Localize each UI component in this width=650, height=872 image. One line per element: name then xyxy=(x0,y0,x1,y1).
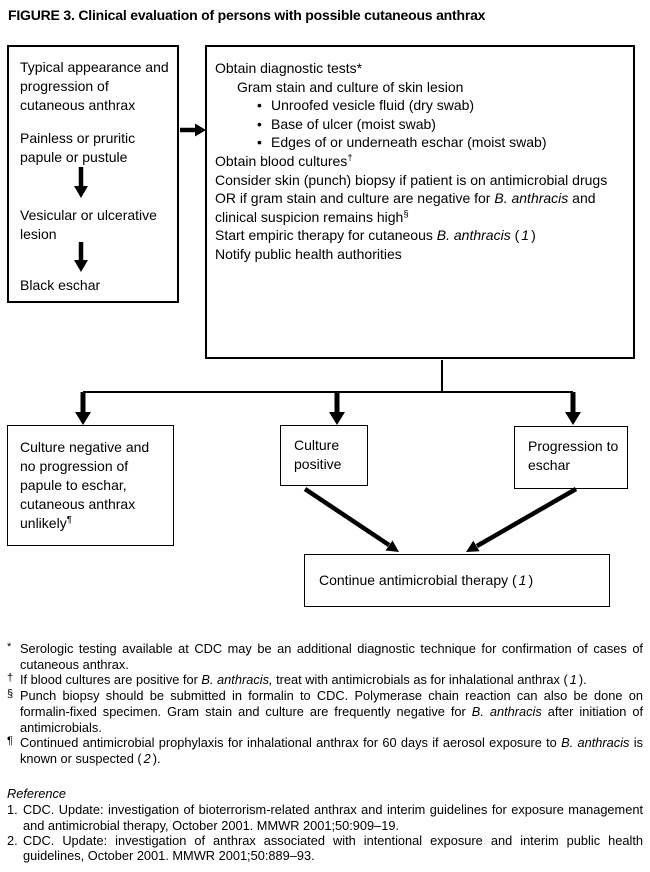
stage-vesicular: Vesicular or ulcerative lesion xyxy=(20,207,157,242)
footnote-marker: † xyxy=(7,672,14,685)
arrow-branch-eschar xyxy=(565,392,581,425)
outcome-positive-text: Culture positive xyxy=(294,437,342,472)
footnote-marker-pilcrow: ¶ xyxy=(66,514,72,526)
outcome-eschar-text: Progression to eschar xyxy=(528,438,619,473)
continue-therapy-text: Continue antimicrobial therapy xyxy=(319,572,509,588)
footnote-asterisk: * Serologic testing available at CDC may be an additional diagnostic technique for confirmation of cases of cutaneous anthrax. xyxy=(7,641,643,672)
arrow-eschar-to-continue xyxy=(466,489,576,552)
arrow-branch-negative xyxy=(75,392,91,425)
footnote-marker-asterisk: * xyxy=(356,60,363,76)
blood-cultures-line: Obtain blood cultures† xyxy=(215,152,353,169)
bullet-icon: • xyxy=(257,97,262,114)
notify-line: Notify public health authorities xyxy=(215,245,402,262)
footnote-marker: ¶ xyxy=(7,735,13,748)
reference-item-1: 1. CDC. Update: investigation of bioterrorism-related anthrax and interim guidelines for exposure management and antimicrobial therapy, October 2001. MMWR 2001;50:909–19. xyxy=(7,802,643,833)
bullet-item-vesicle: • Unroofed vesicle fluid (dry swab) xyxy=(257,97,475,114)
reference-item-number: 2. xyxy=(7,832,18,848)
outcome-culture-negative-box xyxy=(7,425,174,546)
figure-title: FIGURE 3. Clinical evaluation of persons with possible cutaneous anthrax xyxy=(8,7,486,23)
diagnostics-heading: Obtain diagnostic tests* xyxy=(215,60,363,76)
gram-stain-line: Gram stain and culture of skin lesion xyxy=(237,78,464,95)
continue-therapy-box: Continue antimicrobial therapy ( 1 ) xyxy=(304,554,610,607)
footnotes-section xyxy=(7,641,643,767)
species-name: B. anthracis xyxy=(436,227,511,244)
progression-box xyxy=(7,45,179,303)
footnote-dagger: † If blood cultures are positive for B. anthracis, treat with antimicrobials as for inhalational anthrax ( 1 ). xyxy=(7,672,587,688)
outcome-culture-positive-box xyxy=(280,425,368,486)
bullet-item-eschar: • Edges of or underneath eschar (moist swab) xyxy=(257,134,547,151)
reference-number: 1 xyxy=(518,572,527,588)
references-section xyxy=(7,786,643,863)
stage-black-eschar: Black eschar xyxy=(20,277,101,293)
progression-intro: Typical appearance and progression of cutaneous anthrax xyxy=(20,59,169,113)
reference-number: 1 xyxy=(521,227,530,244)
biopsy-paragraph: Consider skin (punch) biopsy if patient is on antimicrobial drugs OR if gram stain and culture are negative for B. anthracis and clinical suspicion remains high§ xyxy=(215,171,608,225)
empiric-therapy-line: Start empiric therapy for cutaneous B. anthracis ( 1 ) xyxy=(215,227,536,244)
diagnostics-box xyxy=(205,45,635,359)
bullet-icon: • xyxy=(257,115,262,132)
arrow-positive-to-continue xyxy=(305,489,399,552)
arrow-branch-positive xyxy=(329,392,345,425)
outcome-progression-eschar-box xyxy=(514,426,628,489)
bullet-item-ulcer: • Base of ulcer (moist swab) xyxy=(257,115,436,132)
reference-item-number: 1. xyxy=(7,802,18,818)
footnote-marker: § xyxy=(7,688,14,701)
footnote-marker-dagger: † xyxy=(347,152,353,164)
footnote-pilcrow: ¶ Continued antimicrobial prophylaxis for inhalational anthrax for 60 days if aerosol exposure to B. anthracis is known or suspected ( 2 ). xyxy=(7,735,643,766)
reference-item-2: 2. CDC. Update: investigation of anthrax associated with intentional exposure and interim public health guidelines, October 2001. MMWR 2001;50:889–93. xyxy=(7,832,643,864)
references-heading: Reference xyxy=(7,786,67,801)
branch-connector-line xyxy=(83,360,573,392)
arrow-progression-to-diagnostics xyxy=(180,124,206,137)
stage-papule: Painless or pruritic papule or pustule xyxy=(20,130,136,165)
outcome-negative-text: Culture negative and no progression of papule to eschar, cutaneous anthrax unlikely xyxy=(20,439,150,531)
footnote-marker: * xyxy=(7,641,12,653)
bullet-icon: • xyxy=(257,134,262,151)
species-name: B. anthracis xyxy=(494,190,569,207)
footnote-section: § Punch biopsy should be submitted in formalin to CDC. Polymerase chain reaction can also be done on formalin-fixed specimen. Gram stain and culture are frequently negative for B. anthracis after initiation of antimicrobials. xyxy=(7,688,644,735)
footnote-marker-section: § xyxy=(403,208,409,220)
